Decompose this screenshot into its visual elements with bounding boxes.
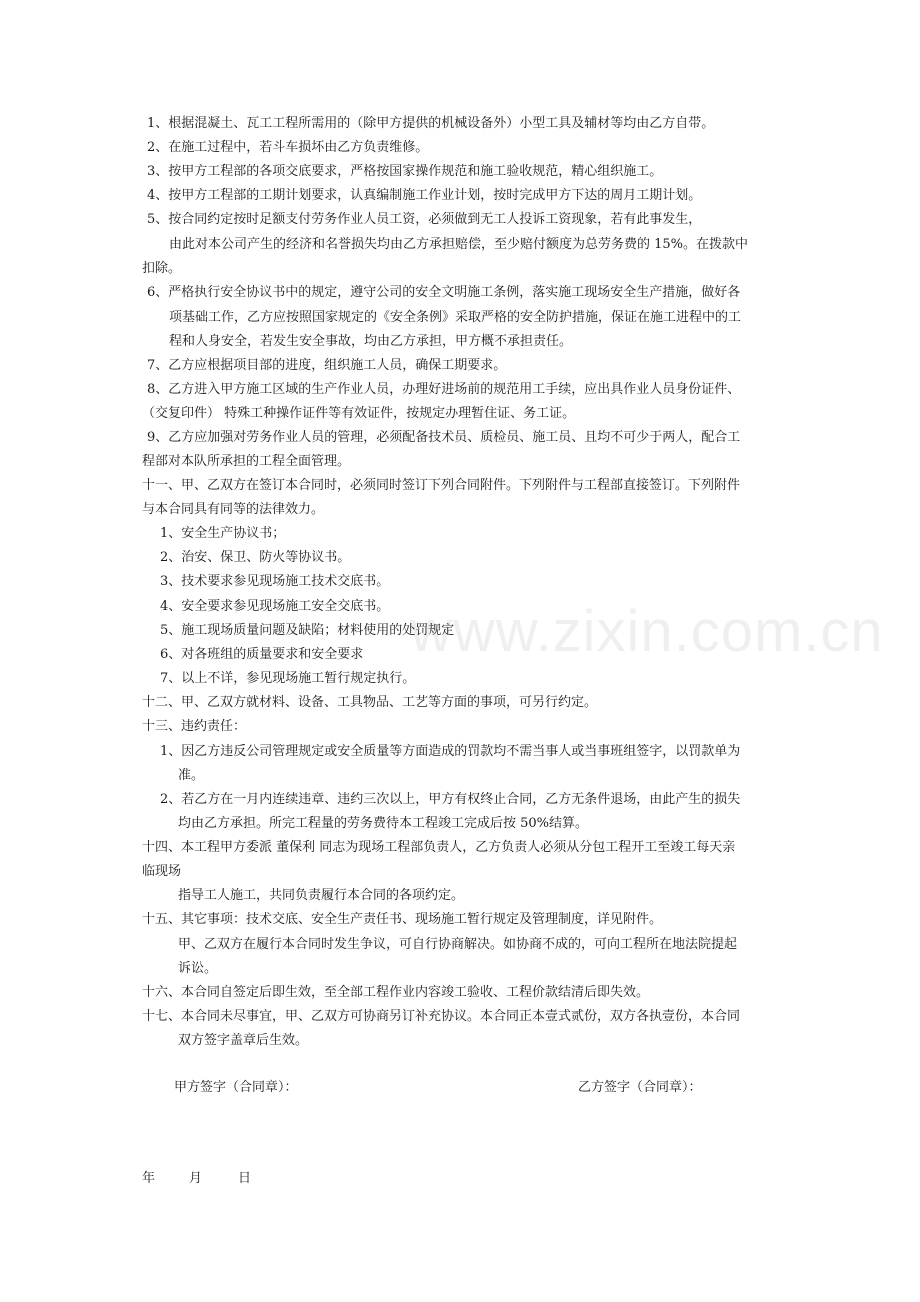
text-line: 指导工人施工，共同负责履行本合同的各项约定。 (178, 888, 465, 903)
text-line: 双方签字盖章后生效。 (178, 1033, 309, 1048)
text-line: 十三、违约责任： (142, 719, 247, 734)
text-line: 5、施工现场质量问题及缺陷；材料使用的处罚规定 (160, 623, 455, 638)
text-line: 6、严格执行安全协议书中的规定，遵守公司的安全文明施工条例，落实施工现场安全生产措施，做好各 (147, 285, 741, 300)
date-day: 日 (238, 1171, 252, 1186)
watermark: www.zixin.com.cn (410, 599, 884, 664)
text-line: 项基础工作，乙方应按照国家规定的《安全条例》采取严格的安全防护措施，保证在施工进程中的工 (169, 310, 742, 325)
text-line: 扣除。 (142, 261, 182, 276)
text-line: 3、技术要求参见现场施工技术交底书。 (160, 574, 390, 589)
text-line: 十六、本合同自签定后即生效，至全部工程作业内容竣工验收、工程价款结清后即失效。 (142, 985, 650, 1000)
text-line: （交复印件） 特殊工种操作证件等有效证件，按规定办理暂住证、务工证。 (142, 406, 576, 421)
text-line: 程部对本队所承担的工程全面管理。 (142, 454, 351, 469)
text-line: 8、乙方进入甲方施工区域的生产作业人员，办理好进场前的规范用工手续，应出具作业人员身份证件、 (147, 382, 741, 397)
text-line: 9、乙方应加强对劳务作业人员的管理，必须配备技术员、质检员、施工员、且均不可少于两人，配合工 (147, 430, 741, 445)
text-line: 十四、本工程甲方委派 董保利 同志为现场工程部负责人，乙方负责人必须从分包工程开工至竣工每天亲 (142, 840, 736, 855)
text-line: 2、若乙方在一月内连续违章、违约三次以上，甲方有权终止合同，乙方无条件退场，由此产生的损失 (160, 792, 741, 807)
text-line: 2、治安、保卫、防火等协议书。 (160, 550, 351, 565)
party-b-signature-label: 乙方签字（合同章）： (578, 1080, 702, 1095)
text-line: 2、在施工过程中，若斗车损坏由乙方负责维修。 (147, 140, 429, 155)
text-line: 十一、甲、乙双方在签订本合同时，必须同时签订下列合同附件。下列附件与工程部直接签订。下列附件 (142, 478, 741, 493)
text-line: 7、乙方应根据项目部的进度，组织施工人员，确保工期要求。 (147, 358, 507, 373)
text-line: 程和人身安全，若发生安全事故，均由乙方承担，甲方概不承担责任。 (169, 334, 573, 349)
text-line: 由此对本公司产生的经济和名誉损失均由乙方承担赔偿，至少赔付额度为总劳务费的 15%。在拨款中 (169, 237, 749, 252)
text-line: 1、因乙方违反公司管理规定或安全质量等方面造成的罚款均不需当事人或当事班组签字，以罚款单为 (160, 744, 741, 759)
text-line: 十七、本合同未尽事宜，甲、乙双方可协商另订补充协议。本合同正本壹式贰份，双方各执壹份，本合同 (142, 1009, 741, 1024)
text-line: 1、安全生产协议书； (160, 526, 286, 541)
text-line: 1、根据混凝土、瓦工工程所需用的（除甲方提供的机械设备外）小型工具及辅材等均由乙方自带。 (147, 116, 715, 131)
text-line: 6、对各班组的质量要求和安全要求 (160, 647, 364, 662)
text-line: 十二、甲、乙双方就材料、设备、工具物品、工艺等方面的事项，可另行约定。 (142, 695, 598, 710)
date-year: 年 (142, 1171, 156, 1186)
text-line: 7、以上不详，参见现场施工暂行规定执行。 (160, 671, 416, 686)
text-line: 临现场 (142, 864, 182, 879)
text-line: 5、按合同约定按时足额支付劳务作业人员工资，必须做到无工人投诉工资现象，若有此事发生， (147, 212, 702, 227)
text-line: 4、安全要求参见现场施工安全交底书。 (160, 599, 390, 614)
party-a-signature-label: 甲方签字（合同章）： (174, 1080, 298, 1095)
text-line: 准。 (178, 768, 205, 783)
text-line: 均由乙方承担。所完工程量的劳务费待本工程竣工完成后按 50%结算。 (178, 816, 589, 831)
text-line: 4、按甲方工程部的工期计划要求，认真编制施工作业计划，按时完成甲方下达的周月工期计划。 (147, 188, 702, 203)
text-line: 诉讼。 (178, 961, 218, 976)
date-month: 月 (189, 1171, 203, 1186)
text-line: 甲、乙双方在履行本合同时发生争议，可自行协商解决。如协商不成的，可向工程所在地法院提起 (178, 937, 738, 952)
text-line: 十五、其它事项：技术交底、安全生产责任书、现场施工暂行规定及管理制度，详见附件。 (142, 912, 663, 927)
text-line: 3、按甲方工程部的各项交底要求，严格按国家操作规范和施工验收规范，精心组织施工。 (147, 164, 663, 179)
text-line: 与本合同具有同等的法律效力。 (142, 502, 325, 517)
